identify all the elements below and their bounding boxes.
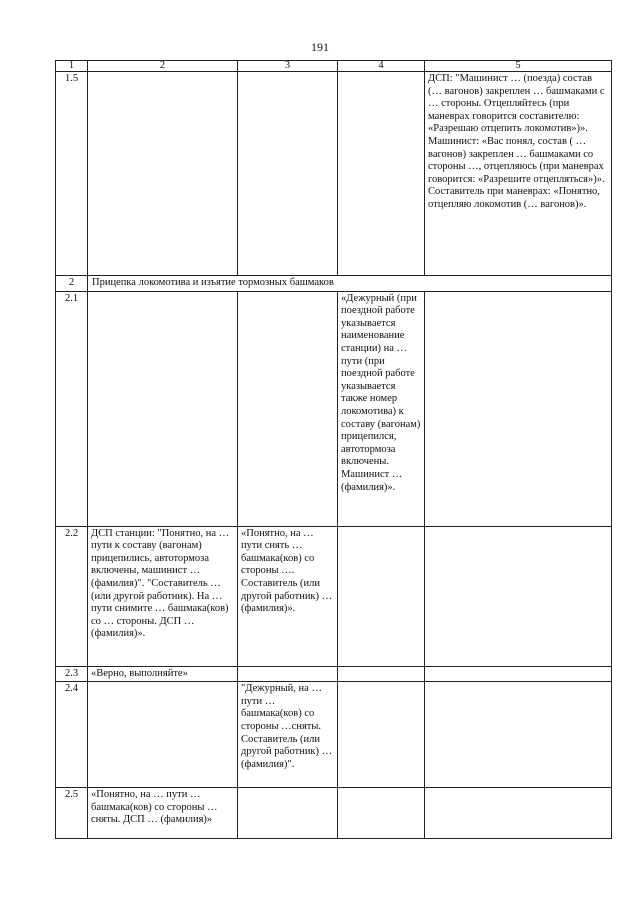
cell-col2: ДСП станции: "Понятно, на … пути к составу (вагонам) прицепились, автотормоза включены, машинист … (фамилия)". "Составитель … (или другой работник). На … пути снимите … башмака(ков) со … стороны. ДСП … (фамилия)».	[88, 526, 238, 666]
section-number: 2	[56, 276, 88, 292]
section-title: Прицепка локомотива и изъятие тормозных башмаков	[88, 276, 612, 292]
cell-col5	[425, 291, 612, 526]
cell-col2	[88, 72, 238, 276]
cell-col4	[338, 666, 425, 682]
row-number: 2.3	[56, 666, 88, 682]
column-header-4: 4	[338, 61, 425, 72]
cell-col3	[238, 788, 338, 839]
table-row	[56, 788, 612, 839]
page-number: 191	[311, 40, 329, 54]
cell-col5	[425, 526, 612, 666]
cell-col5	[425, 788, 612, 839]
header-row	[56, 61, 612, 72]
cell-col3	[238, 291, 338, 526]
section-row	[56, 276, 612, 292]
cell-col4	[338, 788, 425, 839]
column-header-1: 1	[56, 61, 88, 72]
cell-col2	[88, 291, 238, 526]
row-number: 2.5	[56, 788, 88, 839]
row-number: 2.1	[56, 291, 88, 526]
cell-col3	[238, 72, 338, 276]
cell-col3	[238, 666, 338, 682]
table-row	[56, 666, 612, 682]
table-row	[56, 526, 612, 666]
table-row	[56, 291, 612, 526]
cell-col2: «Понятно, на … пути … башмака(ков) со стороны … сняты. ДСП … (фамилия)»	[88, 788, 238, 839]
cell-col4	[338, 682, 425, 788]
cell-col4: «Дежурный (при поездной работе указывается наименование станции) на … пути (при поездной работе указывается также номер локомотива) к составу (вагонам) прицепился, автотормоза включены. Машинист … (фамилия)».	[338, 291, 425, 526]
row-number: 1.5	[56, 72, 88, 276]
cell-col2: «Верно, выполняйте»	[88, 666, 238, 682]
cell-col3: "Дежурный, на … пути … башмака(ков) со стороны …сняты. Составитель (или другой работник) … (фамилия)".	[238, 682, 338, 788]
dialogue-table	[55, 60, 612, 839]
cell-col4	[338, 526, 425, 666]
column-header-3: 3	[238, 61, 338, 72]
cell-col5	[425, 666, 612, 682]
cell-col5: ДСП: "Машинист … (поезда) состав (… вагонов) закреплен … башмаками с … стороны. Отцепляйтесь (при маневрах говорится составителю: «Разрешаю отцепить локомотив»)». Машинист: «Вас понял, состав ( …вагонов) закреплен … башмаками со стороны …, отцепляюсь (при маневрах говорится: «Разрешите отцепляться»)». Составитель при маневрах: «Понятно, отцепляю локомотив (… вагонов)».	[425, 72, 612, 276]
row-number: 2.4	[56, 682, 88, 788]
row-number: 2.2	[56, 526, 88, 666]
table-row	[56, 72, 612, 276]
table-row	[56, 682, 612, 788]
column-header-5: 5	[425, 61, 612, 72]
cell-col5	[425, 682, 612, 788]
column-header-2: 2	[88, 61, 238, 72]
cell-col4	[338, 72, 425, 276]
cell-col3: «Понятно, на … пути снять … башмака(ков) со стороны …. Составитель (или другой работник) … (фамилия)».	[238, 526, 338, 666]
cell-col2	[88, 682, 238, 788]
